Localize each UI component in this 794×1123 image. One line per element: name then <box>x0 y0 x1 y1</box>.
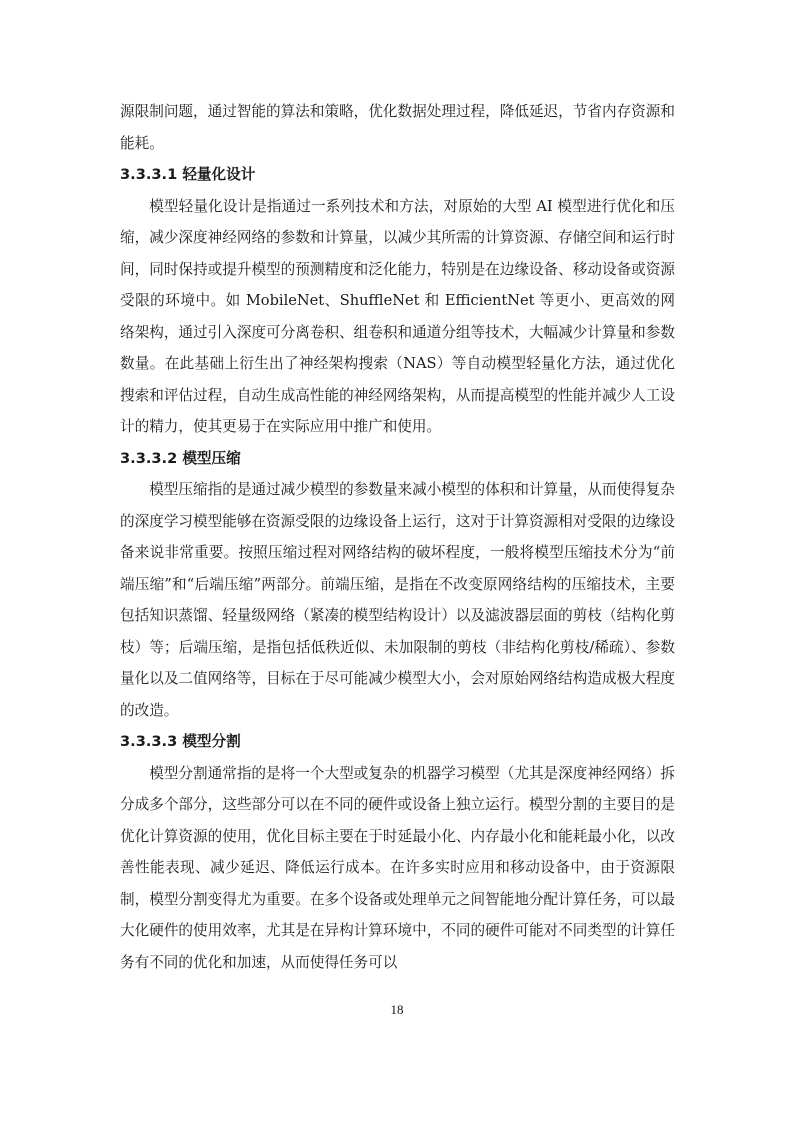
document-body <box>120 96 675 978</box>
section-paragraph-lightweight-design: 模型轻量化设计是指通过一系列技术和方法，对原始的大型 AI 模型进行优化和压缩，减少深度神经网络的参数和计算量，以减少其所需的计算资源、存储空间和运行时间，同时保持或提升模型的预测精度和泛化能力，特别是在边缘设备、移动设备或资源受限的环境中。如 MobileNet、ShuffleNet 和 EfficientNet 等更小、更高效的网络架构，通过引入深度可分离卷积、组卷积和通道分组等技术，大幅减少计算量和参数数量。在此基础上衍生出了神经架构搜索（NAS）等自动模型轻量化方法，通过优化搜索和评估过程，自动生成高性能的神经网络架构，从而提高模型的性能并减少人工设计的精力，使其更易于在实际应用中推广和使用。 <box>120 197 675 435</box>
page-number: 18 <box>390 1002 404 1017</box>
intro-continuation-paragraph: 源限制问题，通过智能的算法和策略，优化数据处理过程，降低延迟，节省内存资源和能耗。 <box>120 103 675 152</box>
section-heading-lightweight-design: 3.3.3.1 轻量化设计 <box>120 166 256 183</box>
section-paragraph-model-partitioning: 模型分割通常指的是将一个大型或复杂的机器学习模型（尤其是深度神经网络）拆分成多个部分，这些部分可以在不同的硬件或设备上独立运行。模型分割的主要目的是优化计算资源的使用，优化目标主要在于时延最小化、内存最小化和能耗最小化，以改善性能表现、减少延迟、降低运行成本。在许多实时应用和移动设备中，由于资源限制，模型分割变得尤为重要。在多个设备或处理单元之间智能地分配计算任务，可以最大化硬件的使用效率，尤其是在异构计算环境中，不同的硬件可能对不同类型的计算任务有不同的优化和加速，从而使得任务可以 <box>120 764 675 971</box>
section-heading-model-compression: 3.3.3.2 模型压缩 <box>120 449 241 467</box>
section-heading-model-partitioning: 3.3.3.3 模型分割 <box>120 733 241 750</box>
section-paragraph-model-compression: 模型压缩指的是通过减少模型的参数量来减小模型的体积和计算量，从而使得复杂的深度学习模型能够在资源受限的边缘设备上运行，这对于计算资源相对受限的边缘设备来说非常重要。按照压缩过程对网络结构的破坏程度，一般将模型压缩技术分为“前端压缩”和“后端压缩”两部分。前端压缩，是指在不改变原网络结构的压缩技术，主要包括知识蒸馏、轻量级网络（紧凑的模型结构设计）以及滤波器层面的剪枝（结构化剪枝）等；后端压缩，是指包括低秩近似、未加限制的剪枝（非结构化剪枝/稀疏）、参数量化以及二值网络等，目标在于尽可能减少模型大小，会对原始网络结构造成极大程度的改造。 <box>120 481 675 719</box>
